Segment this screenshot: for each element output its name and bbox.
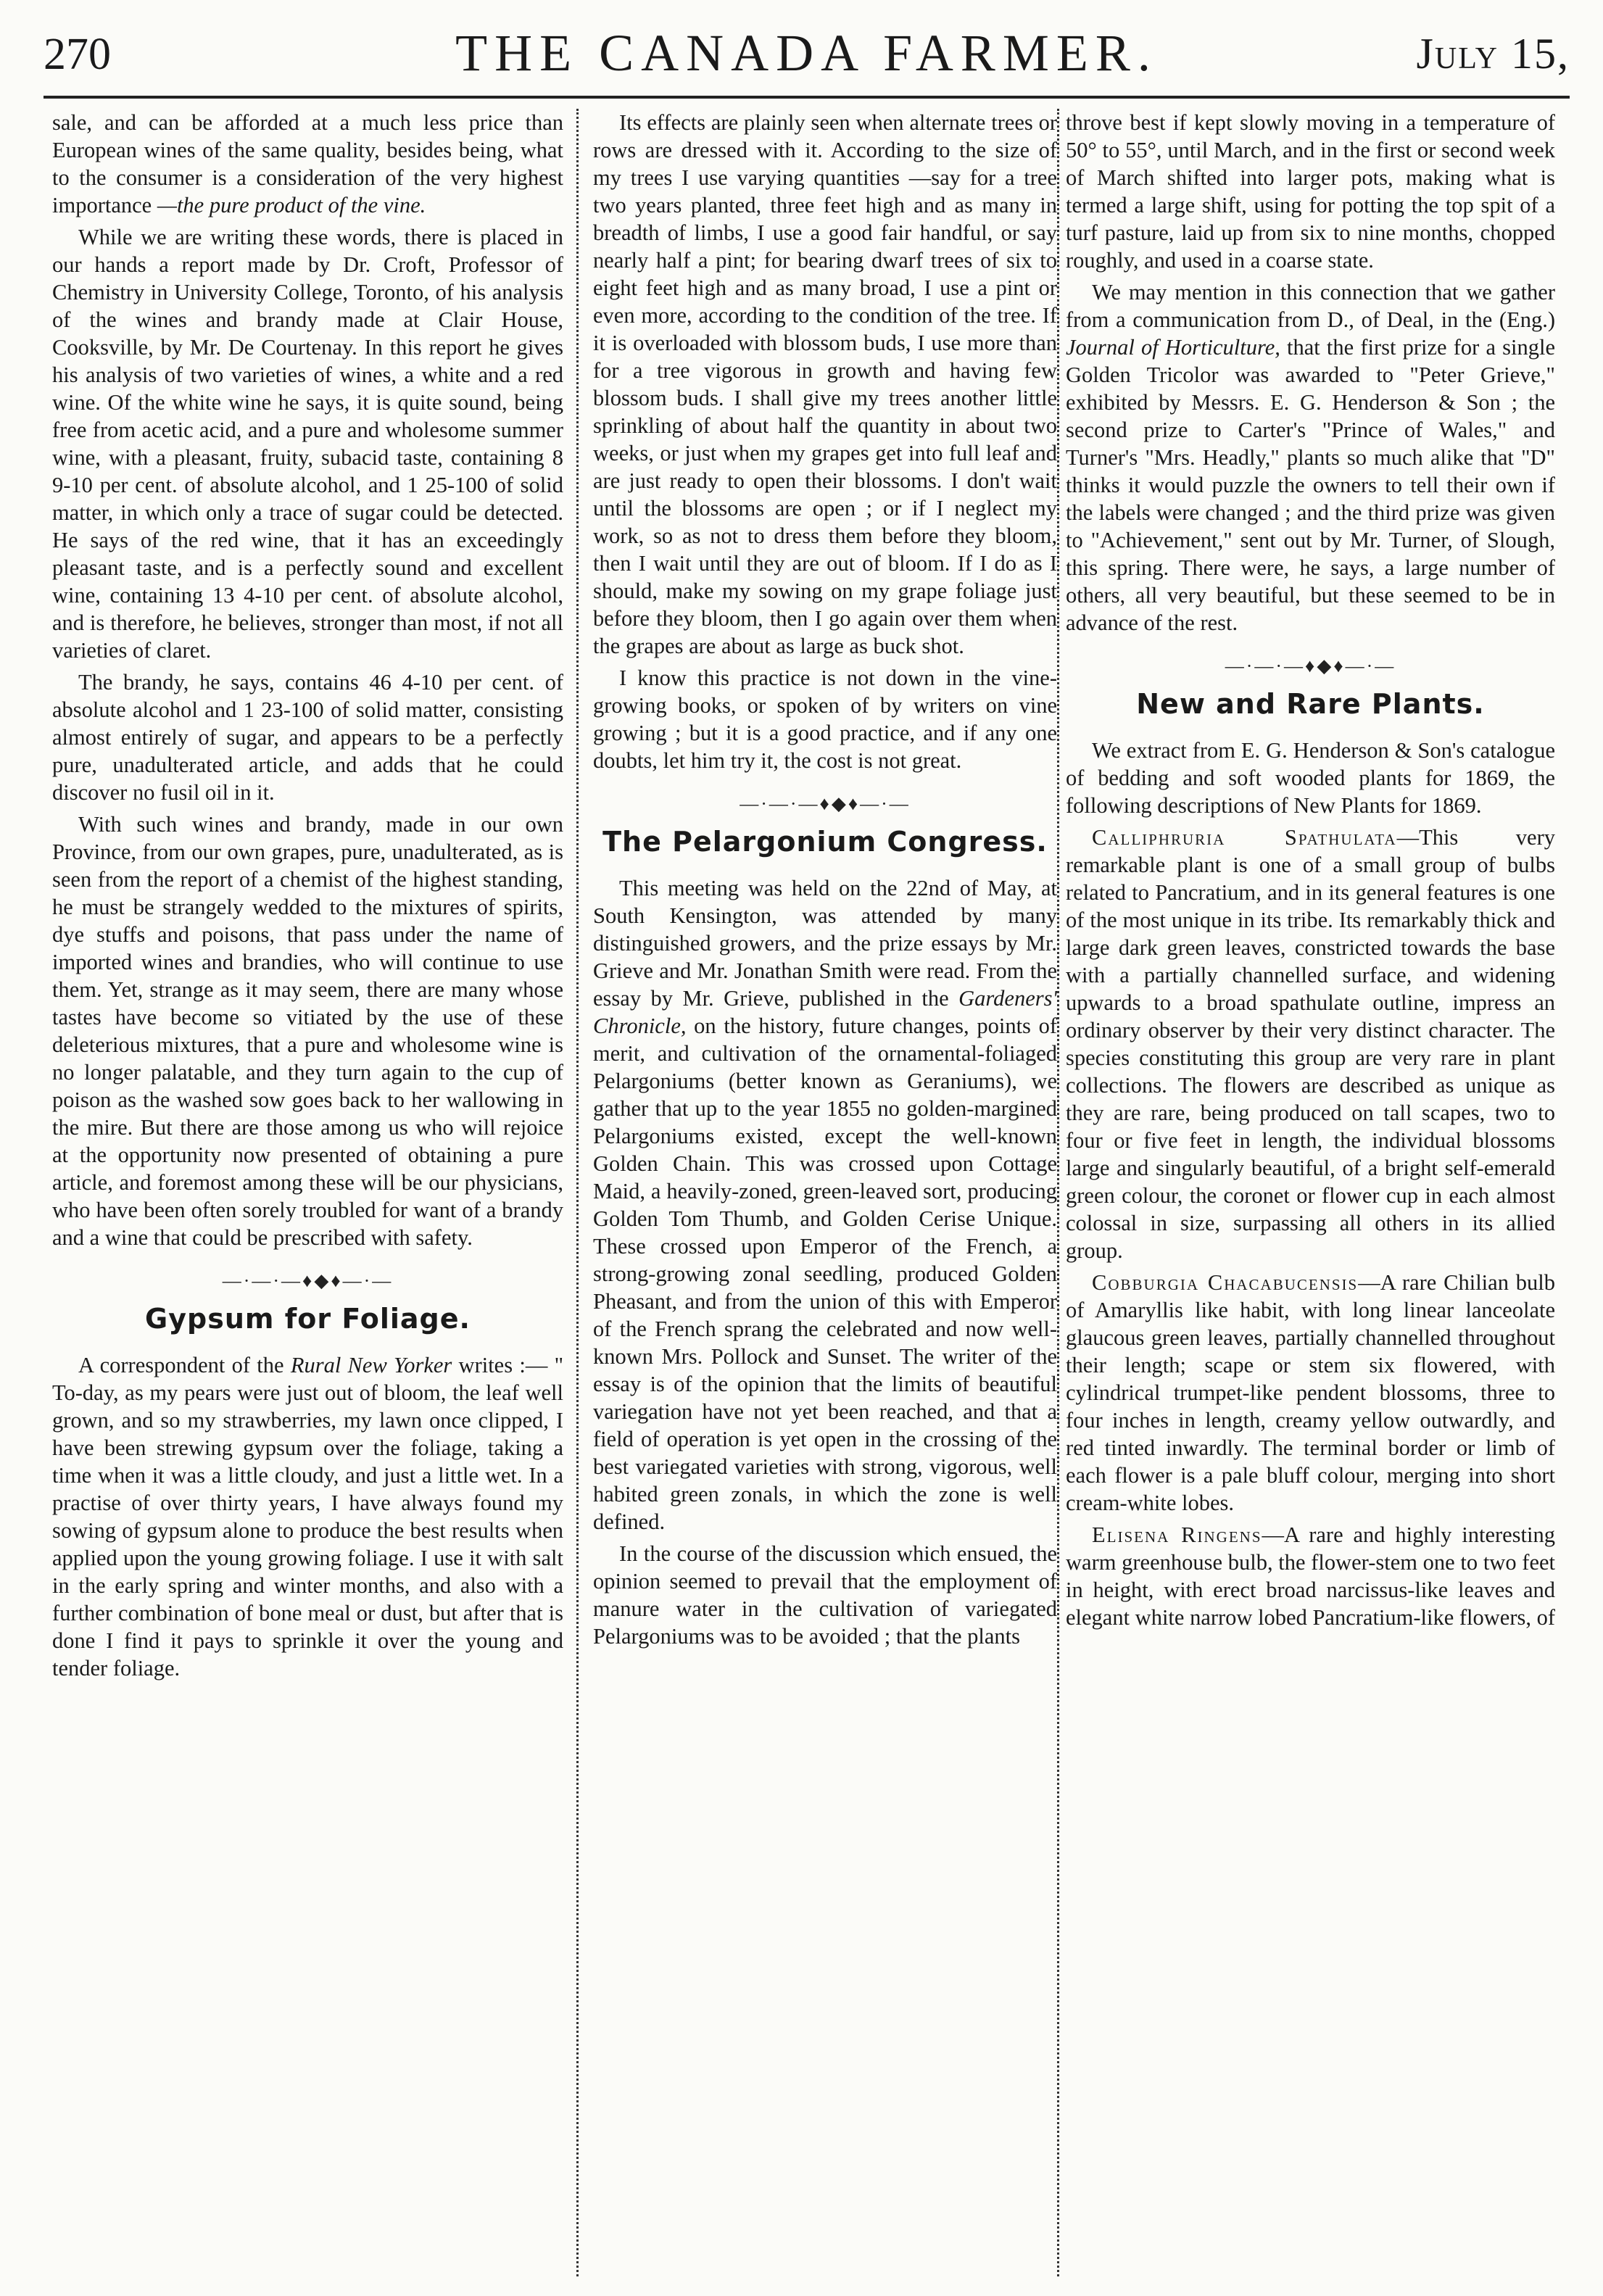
- section-separator: —·—·—♦◆♦—·—: [740, 793, 911, 814]
- plant-entry: Cobburgia Chacabucensis—A rare Chilian bulb of Amaryllis like habit, with long linear lanceolate glaucous green leaves, partially channelled throughout their length; scape or stem six flowered, with cylindrical trumpet-like pendent blossoms, three to four inches in length, creamy yellow outwardly, and red tinted inwardly. The terminal border or limb of each flower is a pale bluff colour, merging into short cream-white lobes.: [1066, 1270, 1555, 1515]
- article-paragraph: The brandy, he says, contains 46 4-10 per cent. of absolute alcohol and 1 23-100 of solid matter, consisting almost entirely of sugar, and appears to be a perfectly pure, unadulterated article, and adds that he could discover no fusil oil in it.: [52, 670, 563, 805]
- article-paragraph: In the course of the discussion which ensued, the opinion seemed to prevail that the employment of manure water in the cultivation of variegated Pelargoniums was to be avoided ; that the plants: [593, 1541, 1057, 1649]
- article-heading-gypsum: Gypsum for Foliage.: [145, 1303, 471, 1335]
- column-divider-1: [576, 109, 579, 2276]
- article-paragraph: Its effects are plainly seen when alternate trees or rows are dressed with it. According to the size of my trees I use varying quantities —say for a tree two years planted, three feet high and as many in breadth of limbs, I use a good fair handful, or say nearly half a pint; for bearing dwarf trees of six to eight feet high and as many broad, I use a pint or even more, according to the condition of the tree. If it is overloaded with blossom buds, I use more than for a tree vigorous in growth and having few blossom buds. I shall give my trees another little sprinkling of about half the quantity in about two weeks, or just when my grapes get into full leaf and are just ready to open their blossoms. I don't wait until the blossoms are open ; or if I neglect my work, so as not to dress them before they bloom, then I wait until they are out of bloom. If I do as I should, make my sowing on my grape foliage just before they bloom, then I go again over them when the grapes are about as large as buck shot.: [593, 110, 1057, 658]
- article-paragraph: With such wines and brandy, made in our own Province, from our own grapes, pure, unadulterated, as is seen from the report of a chemist of the highest standing, he must be strangely wedded to the mixtures of spirits, dye stuffs and poisons, that pass under the name of imported wines and brandies, who will continue to use them. Yet, strange as it may seem, there are many whose tastes have become so vitiated by the use of these deleterious mixtures, that a pure and wholesome wine is no longer palatable, and they turn again to the cup of poison as the washed sow goes back to her wallowing in the mire. But there are those among us who will rejoice at the opportunity now presented of obtaining a pure article, and foremost among these will be our physicians, who have been often sorely troubled for want of a brandy and a wine that could be prescribed with safety.: [52, 812, 563, 1250]
- article-paragraph: This meeting was held on the 22nd of May, at South Kensington, was attended by many distinguished growers, and the prize essays by Mr. Grieve and Mr. Jonathan Smith were read. From the essay by Mr. Grieve, published in the Gardeners' Chronicle, on the history, future changes, points of merit, and cultivation of the ornamental-foliaged Pelargoniums (better known as Geraniums), we gather that up to the year 1855 no golden-margined Pelargoniums existed, except the well-known Golden Chain. This was crossed upon Cottage Maid, a heavily-zoned, green-leaved sort, producing Golden Tom Thumb, and Golden Cerise Unique. These crossed upon Emperor of the French, a strong-growing zonal seedling, produced Golden Pheasant, and from the union of this with Emperor of the French sprang the celebrated and now well-known Mrs. Pollock and Sunset. The writer of the essay is of the opinion that the limits of beautiful variegation have not yet been reached, and that a field of operation is yet open in the crossing of the best variegated varieties with strong, vigorous, well habited green zonals, in which the zone is well defined.: [593, 876, 1057, 1534]
- article-paragraph: throve best if kept slowly moving in a temperature of 50° to 55°, until March, and in the first or second week of March shifted into larger pots, making what is termed a large shift, using for potting the top spit of a turf pasture, laid up from six to nine months, chopped roughly, and used in a coarse state.: [1066, 110, 1555, 273]
- issue-date: July 15,: [1416, 30, 1570, 78]
- article-paragraph: We may mention in this connection that we gather from a communication from D., of Deal, in the (Eng.) Journal of Horticulture, that the first prize for a single Golden Tricolor was awarded to "Peter Grieve," exhibited by Messrs. E. G. Henderson & Son ; the second prize to Carter's "Prince of Wales," and Turner's "Mrs. Headly," plants so much alike that "D" thinks it would puzzle the owners to tell their own if the labels were changed ; and the third prize was given to "Achievement," sent out by Mr. Turner, of Slough, this spring. There were, he says, a large number of others, all very beautiful, but these seemed to be in advance of the rest.: [1066, 280, 1555, 635]
- section-separator: —·—·—♦◆♦—·—: [222, 1270, 394, 1291]
- article-paragraph: While we are writing these words, there is placed in our hands a report made by Dr. Croft, Professor of Chemistry in University College, Toronto, of his analysis of the wines and brandy made at Clair House, Cooksville, by Mr. De Courtenay. In this report he gives his analysis of two varieties of wines, a white and a red wine. Of the white wine he says, it is quite sound, being free from acetic acid, and a pure and wholesome summer wine, with a pleasant, fruity, subacid taste, containing 8 9-10 per cent. of absolute alcohol, and 1 25-100 of solid matter, in which only a trace of sugar could be detected. He says of the red wine, that it has an exceedingly pleasant taste, and is a perfectly sound and excellent wine, containing 13 4-10 per cent. of absolute alcohol, and is therefore, he believes, stronger than most, if not all varieties of claret.: [52, 225, 563, 663]
- column-divider-2: [1057, 109, 1059, 2276]
- masthead-title: THE CANADA FARMER.: [455, 24, 1158, 82]
- article-paragraph: We extract from E. G. Henderson & Son's catalogue of bedding and soft wooded plants for 1869, the following descriptions of New Plants for 1869.: [1066, 738, 1555, 818]
- column-3: [1066, 109, 1555, 2276]
- page-header: [44, 16, 1570, 99]
- article-paragraph: I know this practice is not down in the vine-growing books, or spoken of by writers on vine growing ; but it is a good practice, and if any one doubts, let him try it, the cost is not great.: [593, 666, 1057, 773]
- article-paragraph: sale, and can be afforded at a much less price than European wines of the same quality, besides being, what to the consumer is a consideration of the very highest importance —the pure product of the vine.: [52, 110, 563, 217]
- column-1: [52, 109, 563, 2276]
- section-separator: —·—·—♦◆♦—·—: [1225, 655, 1396, 676]
- plant-entry: Calliphruria Spathulata—This very remarkable plant is one of a small group of bulbs related to Pancratium, and in its general features is one of the most unique in its tribe. Its remarkably thick and large dark green leaves, constricted towards the base with a partially channelled surface, and widening upwards to a broad spathulate outline, impress an ordinary observer by their very distinct character. The species constituting this group are very rare in plant collections. The flowers are described as unique as they are rare, being produced on tall scapes, two to four or five feet in length, the individual blossoms large and singularly beautiful, of a bright self-emerald green colour, the coronet or flower cup in each almost colossal in size, surpassing all others in its allied group.: [1066, 825, 1555, 1263]
- column-2: [593, 109, 1057, 2276]
- plant-entry: Elisena Ringens—A rare and highly interesting warm greenhouse bulb, the flower-stem one to two feet in height, with erect broad narcissus-like leaves and elegant white narrow lobed Pancratium-like flowers, of: [1066, 1522, 1555, 1630]
- article-paragraph: A correspondent of the Rural New Yorker writes :— " To-day, as my pears were just out of bloom, the leaf well grown, and so my strawberries, my lawn once clipped, I have been strewing gypsum over the foliage, taking a time when it was a little cloudy, and just a little wet. In a practise of over thirty years, I have always found my sowing of gypsum alone to produce the best results when applied upon the young growing foliage. I use it with salt in the early spring and winter months, and also with a further combination of bone meal or dust, but after that is done I find it pays to sprinkle it over the young and tender foliage.: [52, 1353, 563, 1680]
- article-heading-pelargonium: The Pelargonium Congress.: [602, 826, 1048, 858]
- page-number: 270: [44, 30, 111, 79]
- article-heading-new-plants: New and Rare Plants.: [1136, 688, 1485, 720]
